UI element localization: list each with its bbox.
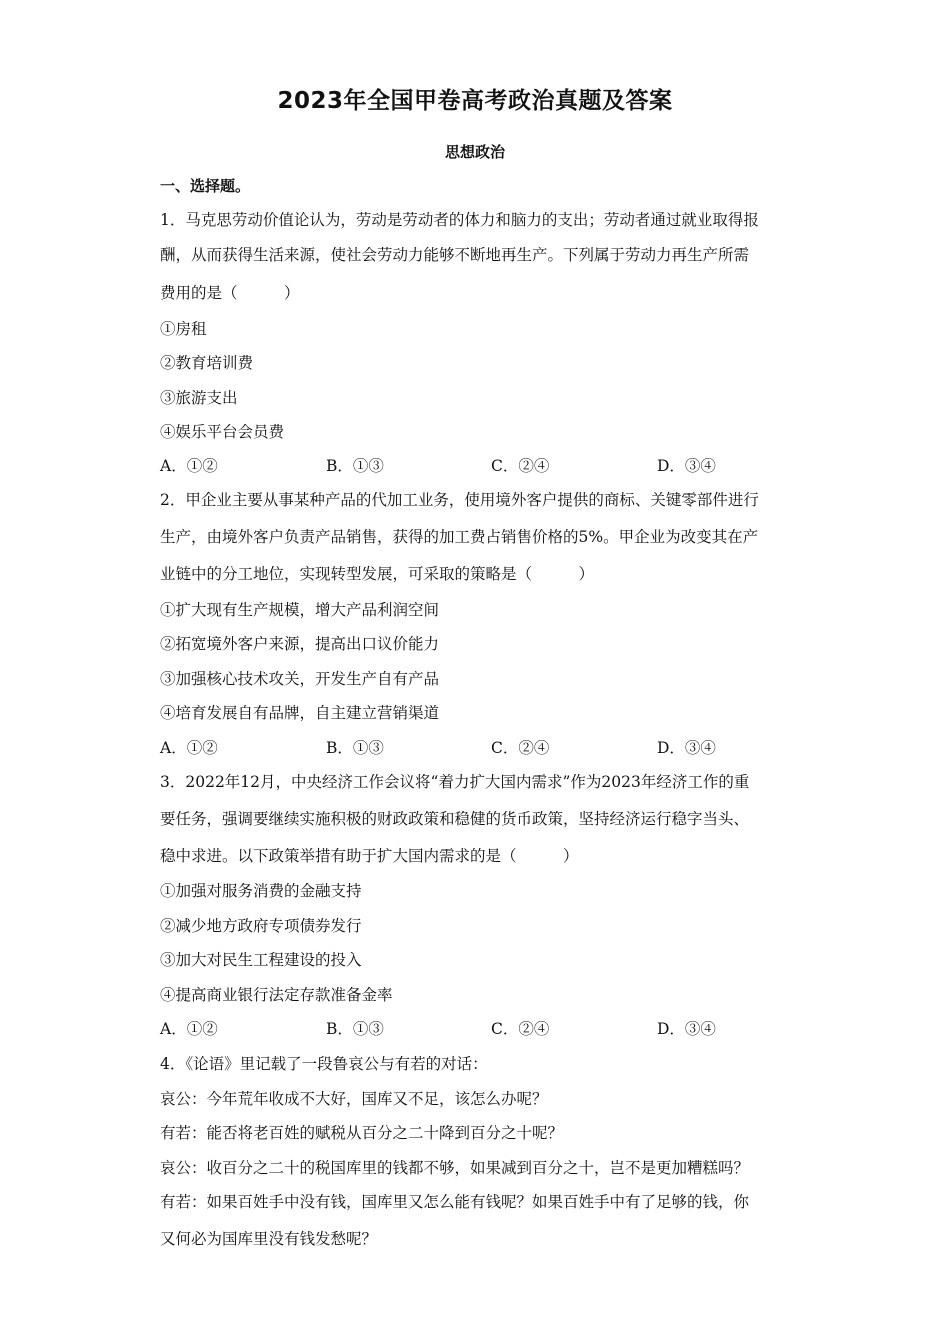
q4-dialogue-line: 哀公：今年荒年收成不大好，国库又不足，该怎么办呢？ — [160, 1090, 548, 1108]
q3-option-a: A．①② — [160, 1020, 218, 1038]
q4-dialogue-line: 有若：能否将老百姓的赋税从百分之二十降到百分之十呢？ — [160, 1124, 564, 1142]
q2-item: ②拓宽境外客户来源，提高出口议价能力 — [160, 635, 440, 653]
q3-stem-line: 稳中求进。以下政策举措有助于扩大国内需求的是（ ） — [160, 847, 579, 865]
q1-item: ①房租 — [160, 320, 207, 338]
q3-option-c: C．②④ — [491, 1020, 550, 1038]
q1-option-d: D．③④ — [657, 457, 716, 475]
q1-item: ④娱乐平台会员费 — [160, 423, 285, 441]
q3-item: ①加强对服务消费的金融支持 — [160, 882, 362, 900]
q2-stem-line: 生产，由境外客户负责产品销售，获得的加工费占销售价格的5%。甲企业为改变其在产 — [160, 528, 759, 546]
q4-dialogue-line: 哀公：收百分之二十的税国库里的钱都不够，如果减到百分之十，岂不是更加糟糕吗？ — [160, 1159, 750, 1177]
q2-option-a: A．①② — [160, 739, 218, 757]
q2-option-b: B．①③ — [326, 739, 384, 757]
q1-item: ③旅游支出 — [160, 389, 238, 407]
q2-options — [160, 737, 800, 759]
q1-options — [160, 455, 800, 477]
q2-stem-line: 2．甲企业主要从事某种产品的代加工业务，使用境外客户提供的商标、关键零部件进行 — [160, 491, 759, 509]
q3-options — [160, 1018, 800, 1040]
q3-item: ②减少地方政府专项债券发行 — [160, 917, 362, 935]
q2-item: ③加强核心技术攻关，开发生产自有产品 — [160, 670, 440, 688]
document-subtitle: 思想政治 — [444, 143, 505, 161]
q2-item: ①扩大现有生产规模，增大产品利润空间 — [160, 601, 440, 619]
q4-dialogue-line: 又何必为国库里没有钱发愁呢？ — [160, 1230, 378, 1248]
q2-item: ④培育发展自有品牌，自主建立营销渠道 — [160, 704, 440, 722]
q4-stem-line: 4．《论语》里记载了一段鲁哀公与有若的对话： — [160, 1055, 488, 1073]
q3-option-b: B．①③ — [326, 1020, 384, 1038]
q1-item: ②教育培训费 — [160, 354, 254, 372]
section-heading: 一、选择题。 — [160, 177, 251, 195]
q2-option-d: D．③④ — [657, 739, 716, 757]
q3-item: ③加大对民生工程建设的投入 — [160, 951, 362, 969]
q3-item: ④提高商业银行法定存款准备金率 — [160, 986, 393, 1004]
q3-stem-line: 3．2022年12月，中央经济工作会议将“着力扩大国内需求”作为2023年经济工作的重 — [160, 773, 750, 791]
q1-stem-line: 1．马克思劳动价值论认为，劳动是劳动者的体力和脑力的支出；劳动者通过就业取得报 — [160, 211, 759, 229]
q1-option-a: A．①② — [160, 457, 218, 475]
q2-stem-line: 业链中的分工地位，实现转型发展，可采取的策略是（ ） — [160, 565, 595, 583]
q3-option-d: D．③④ — [657, 1020, 716, 1038]
q3-stem-line: 要任务，强调要继续实施积极的财政政策和稳健的货币政策，坚持经济运行稳字当头、 — [160, 810, 750, 828]
q1-stem-line: 费用的是（ ） — [160, 284, 300, 302]
q1-stem-line: 酬，从而获得生活来源，使社会劳动力能够不断地再生产。下列属于劳动力再生产所需 — [160, 246, 750, 264]
q4-dialogue-line: 有若：如果百姓手中没有钱，国库里又怎么能有钱呢？如果百姓手中有了足够的钱，你 — [160, 1193, 750, 1211]
document-title: 2023年全国甲卷高考政治真题及答案 — [277, 88, 673, 114]
q1-option-b: B．①③ — [326, 457, 384, 475]
q1-option-c: C．②④ — [491, 457, 550, 475]
q2-option-c: C．②④ — [491, 739, 550, 757]
